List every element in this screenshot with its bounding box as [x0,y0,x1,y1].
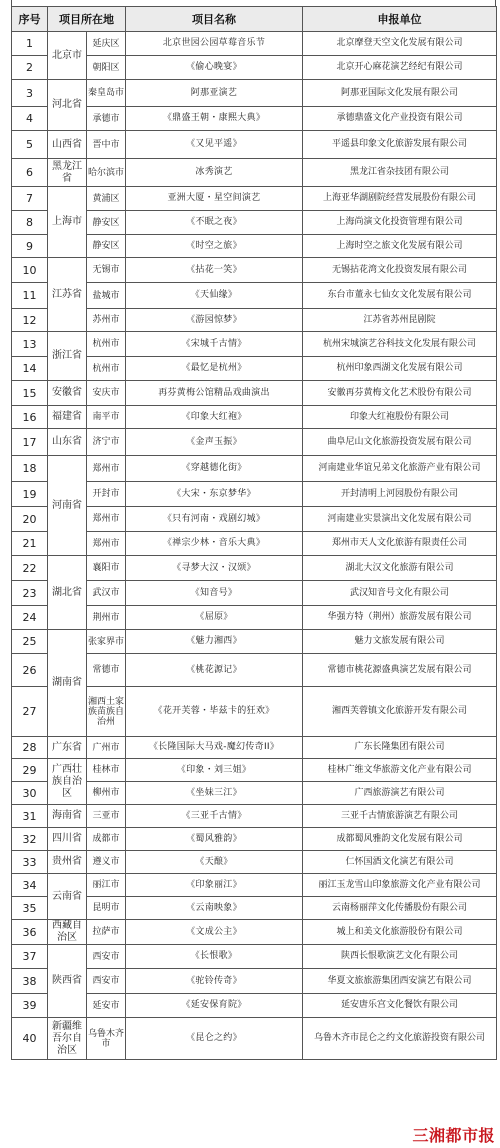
province-cell: 四川省 [48,828,87,851]
project-name-cell: 《屈原》 [126,606,303,630]
city-cell: 郑州市 [87,456,126,482]
project-name-cell: 《游园惊梦》 [126,309,303,332]
row-number: 22 [12,556,48,581]
applicant-unit-cell: 黑龙江省杂技团有限公司 [303,159,497,187]
row-number: 8 [12,211,48,235]
applicant-unit-cell: 上海尚演文化投资管理有限公司 [303,211,497,235]
city-cell: 郑州市 [87,532,126,556]
applicant-unit-cell: 仁怀国酒文化演艺有限公司 [303,851,497,874]
applicant-unit-cell: 乌鲁木齐市昆仑之约文化旅游投资有限公司 [303,1018,497,1060]
project-name-cell: 再芬黄梅公馆精品戏曲演出 [126,381,303,406]
city-cell: 柳州市 [87,782,126,805]
applicant-unit-cell: 魅力文旅发展有限公司 [303,630,497,654]
applicant-unit-cell: 杭州宋城演艺谷科技文化发展有限公司 [303,332,497,357]
city-cell: 静安区 [87,211,126,235]
project-name-cell: 《印象大红袍》 [126,406,303,429]
applicant-unit-cell: 成都蜀风雅韵文化发展有限公司 [303,828,497,851]
city-cell: 苏州市 [87,309,126,332]
applicant-unit-cell: 河南建业实景演出文化发展有限公司 [303,507,497,532]
project-name-cell: 《穿越德化街》 [126,456,303,482]
header-no: 序号 [12,7,48,32]
row-number: 23 [12,581,48,606]
project-name-cell: 《宋城千古情》 [126,332,303,357]
table-row [12,258,497,283]
province-cell: 新疆维吾尔自治区 [48,1018,87,1060]
applicant-unit-cell: 河南建业华谊兄弟文化旅游产业有限公司 [303,456,497,482]
city-cell: 荆州市 [87,606,126,630]
applicant-unit-cell: 桂林广维文华旅游文化产业有限公司 [303,759,497,782]
table-row [12,131,497,159]
project-name-cell: 《最忆是杭州》 [126,357,303,381]
table-row [12,737,497,759]
table-row [12,851,497,874]
table-row [12,80,497,107]
city-cell: 武汉市 [87,581,126,606]
project-name-cell: 《只有河南・戏剧幻城》 [126,507,303,532]
city-cell: 遵义市 [87,851,126,874]
row-number: 18 [12,456,48,482]
row-number: 19 [12,482,48,507]
city-cell: 开封市 [87,482,126,507]
project-name-cell: 《昆仑之约》 [126,1018,303,1060]
row-number: 2 [12,56,48,80]
city-cell: 杭州市 [87,357,126,381]
header-project: 项目名称 [126,7,303,32]
applicant-unit-cell: 城上和美文化旅游股份有限公司 [303,920,497,945]
table-row [12,828,497,851]
table-row [12,556,497,581]
city-cell: 安庆市 [87,381,126,406]
project-name-cell: 《蜀风雅韵》 [126,828,303,851]
row-number: 15 [12,381,48,406]
header-location: 项目所在地 [48,7,126,32]
applicant-unit-cell: 常德市桃花源盛典演艺发展有限公司 [303,654,497,687]
city-cell: 杭州市 [87,332,126,357]
province-cell: 江苏省 [48,258,87,332]
row-number: 32 [12,828,48,851]
header-unit: 申报单位 [303,7,497,32]
province-cell: 陕西省 [48,945,87,1018]
project-name-cell: 《印象・刘三姐》 [126,759,303,782]
city-cell: 西安市 [87,969,126,994]
project-name-cell: 《寻梦大汉・汉颂》 [126,556,303,581]
applicant-unit-cell: 云南杨丽萍文化传播股份有限公司 [303,897,497,920]
table-row [12,429,497,456]
city-cell: 郑州市 [87,507,126,532]
project-name-cell: 《天酿》 [126,851,303,874]
applicant-unit-cell: 延安唐乐宫文化餐饮有限公司 [303,994,497,1018]
row-number: 12 [12,309,48,332]
province-cell: 北京市 [48,32,87,80]
applicant-unit-cell: 印象大红袍股份有限公司 [303,406,497,429]
table-row [12,920,497,945]
province-cell: 安徽省 [48,381,87,406]
city-cell: 桂林市 [87,759,126,782]
city-cell: 西安市 [87,945,126,969]
province-cell: 河北省 [48,80,87,131]
project-name-cell: 《三亚千古情》 [126,805,303,828]
project-name-cell: 《金声玉振》 [126,429,303,456]
project-name-cell: 《延安保育院》 [126,994,303,1018]
applicant-unit-cell: 安徽再芬黄梅文化艺术股份有限公司 [303,381,497,406]
table-row [12,406,497,429]
project-name-cell: 《印象丽江》 [126,874,303,897]
applicant-unit-cell: 三亚千古情旅游演艺有限公司 [303,805,497,828]
province-cell: 河南省 [48,456,87,556]
project-name-cell: 《坐妹三江》 [126,782,303,805]
table-row [12,1018,497,1060]
row-number: 38 [12,969,48,994]
table-row [12,874,497,897]
province-cell: 贵州省 [48,851,87,874]
project-name-cell: 《大宋・东京梦华》 [126,482,303,507]
province-cell: 广东省 [48,737,87,759]
city-cell: 延庆区 [87,32,126,56]
row-number: 39 [12,994,48,1018]
row-number: 24 [12,606,48,630]
row-number: 9 [12,235,48,258]
province-cell: 海南省 [48,805,87,828]
project-table [11,6,497,1060]
row-number: 27 [12,687,48,737]
province-cell: 湖南省 [48,630,87,737]
city-cell: 延安市 [87,994,126,1018]
row-number: 33 [12,851,48,874]
row-number: 14 [12,357,48,381]
project-name-cell: 《知音号》 [126,581,303,606]
project-name-cell: 北京世园公园草莓音乐节 [126,32,303,56]
province-cell: 广西壮族自治区 [48,759,87,805]
project-name-cell: 亚洲大厦・星空间演艺 [126,187,303,211]
applicant-unit-cell: 湘西芙蓉镇文化旅游开发有限公司 [303,687,497,737]
applicant-unit-cell: 广东长隆集团有限公司 [303,737,497,759]
table-row [12,630,497,654]
project-list [11,6,496,1060]
province-cell: 山西省 [48,131,87,159]
project-name-cell: 《天仙缘》 [126,283,303,309]
city-cell: 秦皇岛市 [87,80,126,107]
table-row [12,332,497,357]
applicant-unit-cell: 无锡拈花湾文化投资发展有限公司 [303,258,497,283]
row-number: 25 [12,630,48,654]
applicant-unit-cell: 北京开心麻花演艺经纪有限公司 [303,56,497,80]
province-cell: 西藏自治区 [48,920,87,945]
applicant-unit-cell: 丽江玉龙雪山印象旅游文化产业有限公司 [303,874,497,897]
city-cell: 三亚市 [87,805,126,828]
row-number: 13 [12,332,48,357]
city-cell: 丽江市 [87,874,126,897]
city-cell: 广州市 [87,737,126,759]
province-cell: 上海市 [48,187,87,258]
city-cell: 湘西土家族苗族自治州 [87,687,126,737]
city-cell: 盐城市 [87,283,126,309]
applicant-unit-cell: 曲阜尼山文化旅游投资发展有限公司 [303,429,497,456]
row-number: 36 [12,920,48,945]
row-number: 31 [12,805,48,828]
row-number: 35 [12,897,48,920]
applicant-unit-cell: 阿那亚国际文化发展有限公司 [303,80,497,107]
applicant-unit-cell: 平遥县印象文化旅游发展有限公司 [303,131,497,159]
row-number: 6 [12,159,48,187]
table-row [12,32,497,56]
applicant-unit-cell: 承德鼎盛文化产业投资有限公司 [303,107,497,131]
row-number: 20 [12,507,48,532]
header-row [12,7,497,32]
city-cell: 哈尔滨市 [87,159,126,187]
table-body [12,32,497,1060]
row-number: 7 [12,187,48,211]
project-name-cell: 《长恨歌》 [126,945,303,969]
city-cell: 南平市 [87,406,126,429]
city-cell: 昆明市 [87,897,126,920]
city-cell: 朝阳区 [87,56,126,80]
province-cell: 浙江省 [48,332,87,381]
table-row [12,381,497,406]
newspaper-watermark: 三湘都市报 [412,1126,495,1145]
row-number: 3 [12,80,48,107]
project-name-cell: 《禅宗少林・音乐大典》 [126,532,303,556]
project-name-cell: 《驼铃传奇》 [126,969,303,994]
applicant-unit-cell: 杭州印象西湖文化发展有限公司 [303,357,497,381]
row-number: 29 [12,759,48,782]
row-number: 11 [12,283,48,309]
city-cell: 承德市 [87,107,126,131]
applicant-unit-cell: 开封清明上河园股份有限公司 [303,482,497,507]
table-row [12,945,497,969]
city-cell: 静安区 [87,235,126,258]
project-name-cell: 《花开芙蓉・毕兹卡的狂欢》 [126,687,303,737]
applicant-unit-cell: 东台市董永七仙女文化发展有限公司 [303,283,497,309]
project-name-cell: 《鼎盛王朝・康熙大典》 [126,107,303,131]
project-name-cell: 《云南映象》 [126,897,303,920]
project-name-cell: 冰秀演艺 [126,159,303,187]
city-cell: 成都市 [87,828,126,851]
applicant-unit-cell: 北京摩登天空文化发展有限公司 [303,32,497,56]
table-row [12,456,497,482]
project-name-cell: 《桃花源记》 [126,654,303,687]
city-cell: 晋中市 [87,131,126,159]
city-cell: 拉萨市 [87,920,126,945]
row-number: 34 [12,874,48,897]
row-number: 16 [12,406,48,429]
table-row [12,759,497,782]
applicant-unit-cell: 广西旅游演艺有限公司 [303,782,497,805]
applicant-unit-cell: 陕西长恨歌演艺文化有限公司 [303,945,497,969]
row-number: 4 [12,107,48,131]
row-number: 40 [12,1018,48,1060]
row-number: 37 [12,945,48,969]
project-name-cell: 《又见平遥》 [126,131,303,159]
city-cell: 常德市 [87,654,126,687]
row-number: 30 [12,782,48,805]
applicant-unit-cell: 上海时空之旅文化发展有限公司 [303,235,497,258]
row-number: 1 [12,32,48,56]
applicant-unit-cell: 湖北大汉文化旅游有限公司 [303,556,497,581]
row-number: 10 [12,258,48,283]
applicant-unit-cell: 华夏文旅旅游集团西安演艺有限公司 [303,969,497,994]
city-cell: 襄阳市 [87,556,126,581]
applicant-unit-cell: 郑州市天人文化旅游有限责任公司 [303,532,497,556]
project-name-cell: 《拈花一笑》 [126,258,303,283]
city-cell: 乌鲁木齐市 [87,1018,126,1060]
row-number: 26 [12,654,48,687]
applicant-unit-cell: 武汉知音号文化有限公司 [303,581,497,606]
project-name-cell: 《魅力湘西》 [126,630,303,654]
table-row [12,159,497,187]
city-cell: 张家界市 [87,630,126,654]
city-cell: 黄浦区 [87,187,126,211]
applicant-unit-cell: 华强方特（荆州）旅游发展有限公司 [303,606,497,630]
project-name-cell: 《偷心晚宴》 [126,56,303,80]
table-row [12,805,497,828]
row-number: 21 [12,532,48,556]
applicant-unit-cell: 江苏省苏州昆剧院 [303,309,497,332]
row-number: 17 [12,429,48,456]
row-number: 28 [12,737,48,759]
province-cell: 福建省 [48,406,87,429]
project-name-cell: 阿那亚演艺 [126,80,303,107]
province-cell: 云南省 [48,874,87,920]
province-cell: 黑龙江省 [48,159,87,187]
project-name-cell: 《长隆国际大马戏-魔幻传奇II》 [126,737,303,759]
project-name-cell: 《不眠之夜》 [126,211,303,235]
table-row [12,187,497,211]
city-cell: 济宁市 [87,429,126,456]
project-name-cell: 《时空之旅》 [126,235,303,258]
province-cell: 湖北省 [48,556,87,630]
applicant-unit-cell: 上海亚华湖剧院经营发展股份有限公司 [303,187,497,211]
row-number: 5 [12,131,48,159]
province-cell: 山东省 [48,429,87,456]
city-cell: 无锡市 [87,258,126,283]
project-name-cell: 《文成公主》 [126,920,303,945]
